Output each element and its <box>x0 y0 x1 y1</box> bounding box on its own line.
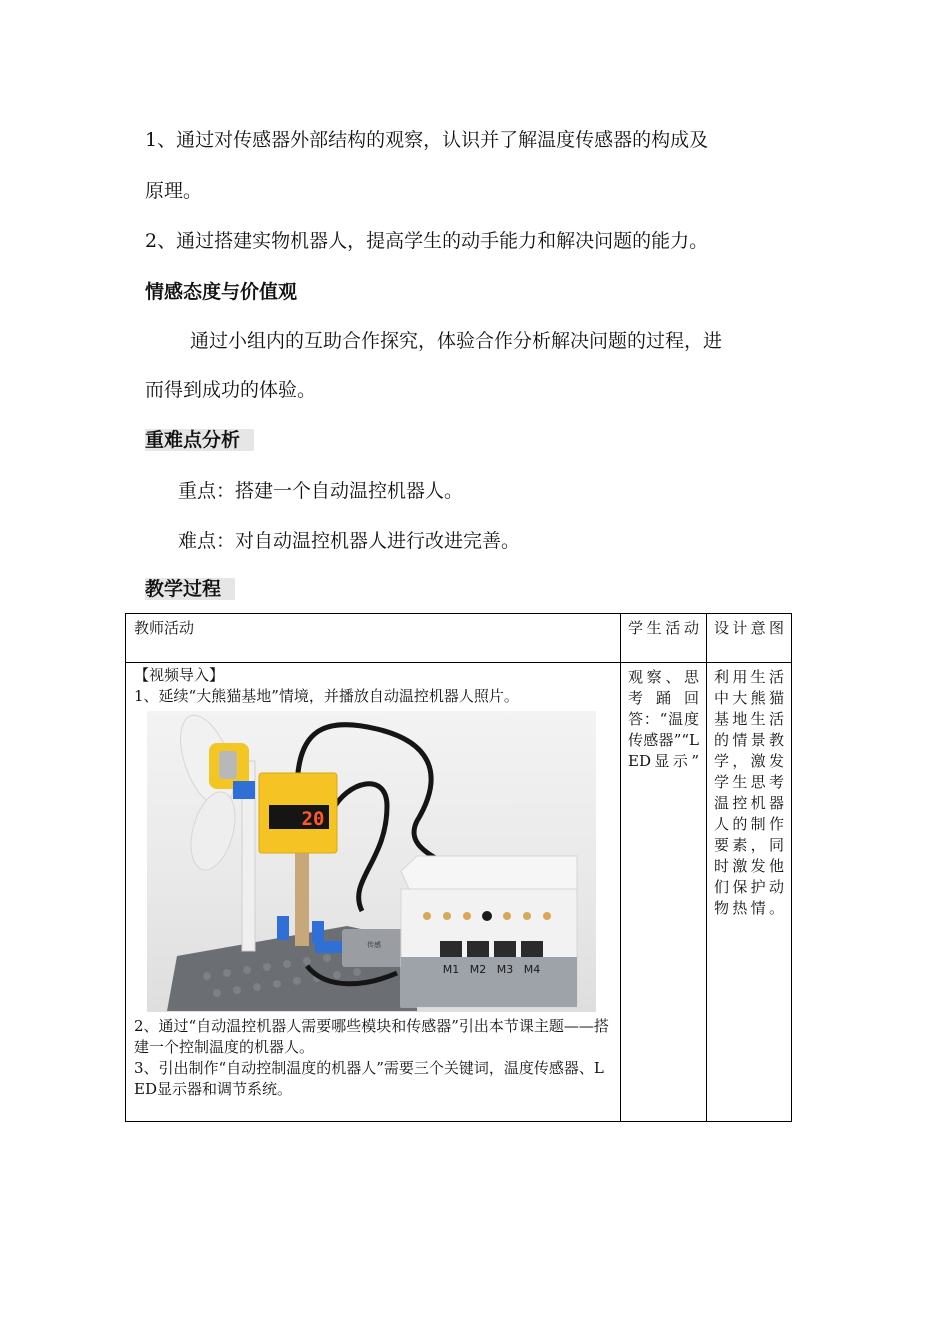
teacher-step-2: 2、通过“自动温控机器人需要哪些模块和传感器”引出本节课主题——搭建一个控制温度的机器人。 <box>134 1017 609 1056</box>
blue-bracket-3 <box>315 941 345 953</box>
table-header-row <box>126 614 792 663</box>
teacher-activity-cell <box>126 663 621 1122</box>
led-reading: 20 <box>301 808 325 830</box>
key-heading-text: 重难点分析 <box>145 429 254 451</box>
design-intent-cell: 利用生活中大熊猫基地生活的情景教学，激发学生思考温控机器人的制作要素，同时激发他们保护动物热情。 <box>707 663 792 1122</box>
wooden-stick <box>295 841 309 946</box>
port-label-m4: M4 <box>523 963 541 976</box>
port-label-m3: M3 <box>496 963 514 976</box>
difficult-point: 难点：对自动温控机器人进行改进完善。 <box>178 530 521 552</box>
controller-sensor-eye <box>482 911 492 921</box>
robot-photo <box>147 711 596 1012</box>
sensor-module-label: 传感 <box>367 941 381 949</box>
process-heading <box>145 576 235 602</box>
video-intro-label: 【视频导入】 <box>134 666 225 684</box>
header-teacher: 教师活动 <box>126 614 621 663</box>
teacher-step-3: 3、引出制作“自动控制温度的机器人”需要三个关键词，温度传感器、LED显示器和调节系统。 <box>134 1059 604 1098</box>
goal-1-line-1: 1、通过对传感器外部结构的观察，认识并了解温度传感器的构成及 <box>145 129 709 151</box>
fan-blade-bottom <box>183 787 242 875</box>
black-cable-2 <box>332 784 387 911</box>
header-student: 学生活动 <box>621 614 707 663</box>
fan-blue-connector <box>233 781 255 799</box>
robot-illustration <box>147 711 596 1012</box>
key-heading <box>145 427 254 453</box>
blue-bracket-1 <box>277 916 289 940</box>
student-activity-cell: 观察、思考踊回答：“温度传感器”“LED显示” <box>621 663 707 1122</box>
fan-motor-shaft <box>219 751 237 779</box>
blue-bracket-2 <box>312 921 324 943</box>
table-row <box>126 663 792 1122</box>
process-heading-text: 教学过程 <box>145 578 235 600</box>
controller-lower <box>401 957 577 1007</box>
goal-1-line-2: 原理。 <box>145 180 203 202</box>
goal-2: 2、通过搭建实物机器人，提高学生的动手能力和解决问题的能力。 <box>145 230 709 252</box>
header-design: 设计意图 <box>707 614 792 663</box>
port-label-m2: M2 <box>469 963 487 976</box>
controller-top <box>401 856 577 889</box>
key-point: 重点：搭建一个自动温控机器人。 <box>178 480 464 502</box>
port-label-m1: M1 <box>442 963 460 976</box>
teacher-step-1: 1、延续“大熊猫基地”情境，并播放自动温控机器人照片。 <box>134 687 519 705</box>
teaching-process-table <box>125 613 792 1122</box>
emotion-line-1: 通过小组内的互助合作探究，体验合作分析解决问题的过程，进 <box>190 330 723 352</box>
emotion-heading: 情感态度与价值观 <box>145 281 298 303</box>
emotion-line-2: 而得到成功的体验。 <box>145 379 317 401</box>
